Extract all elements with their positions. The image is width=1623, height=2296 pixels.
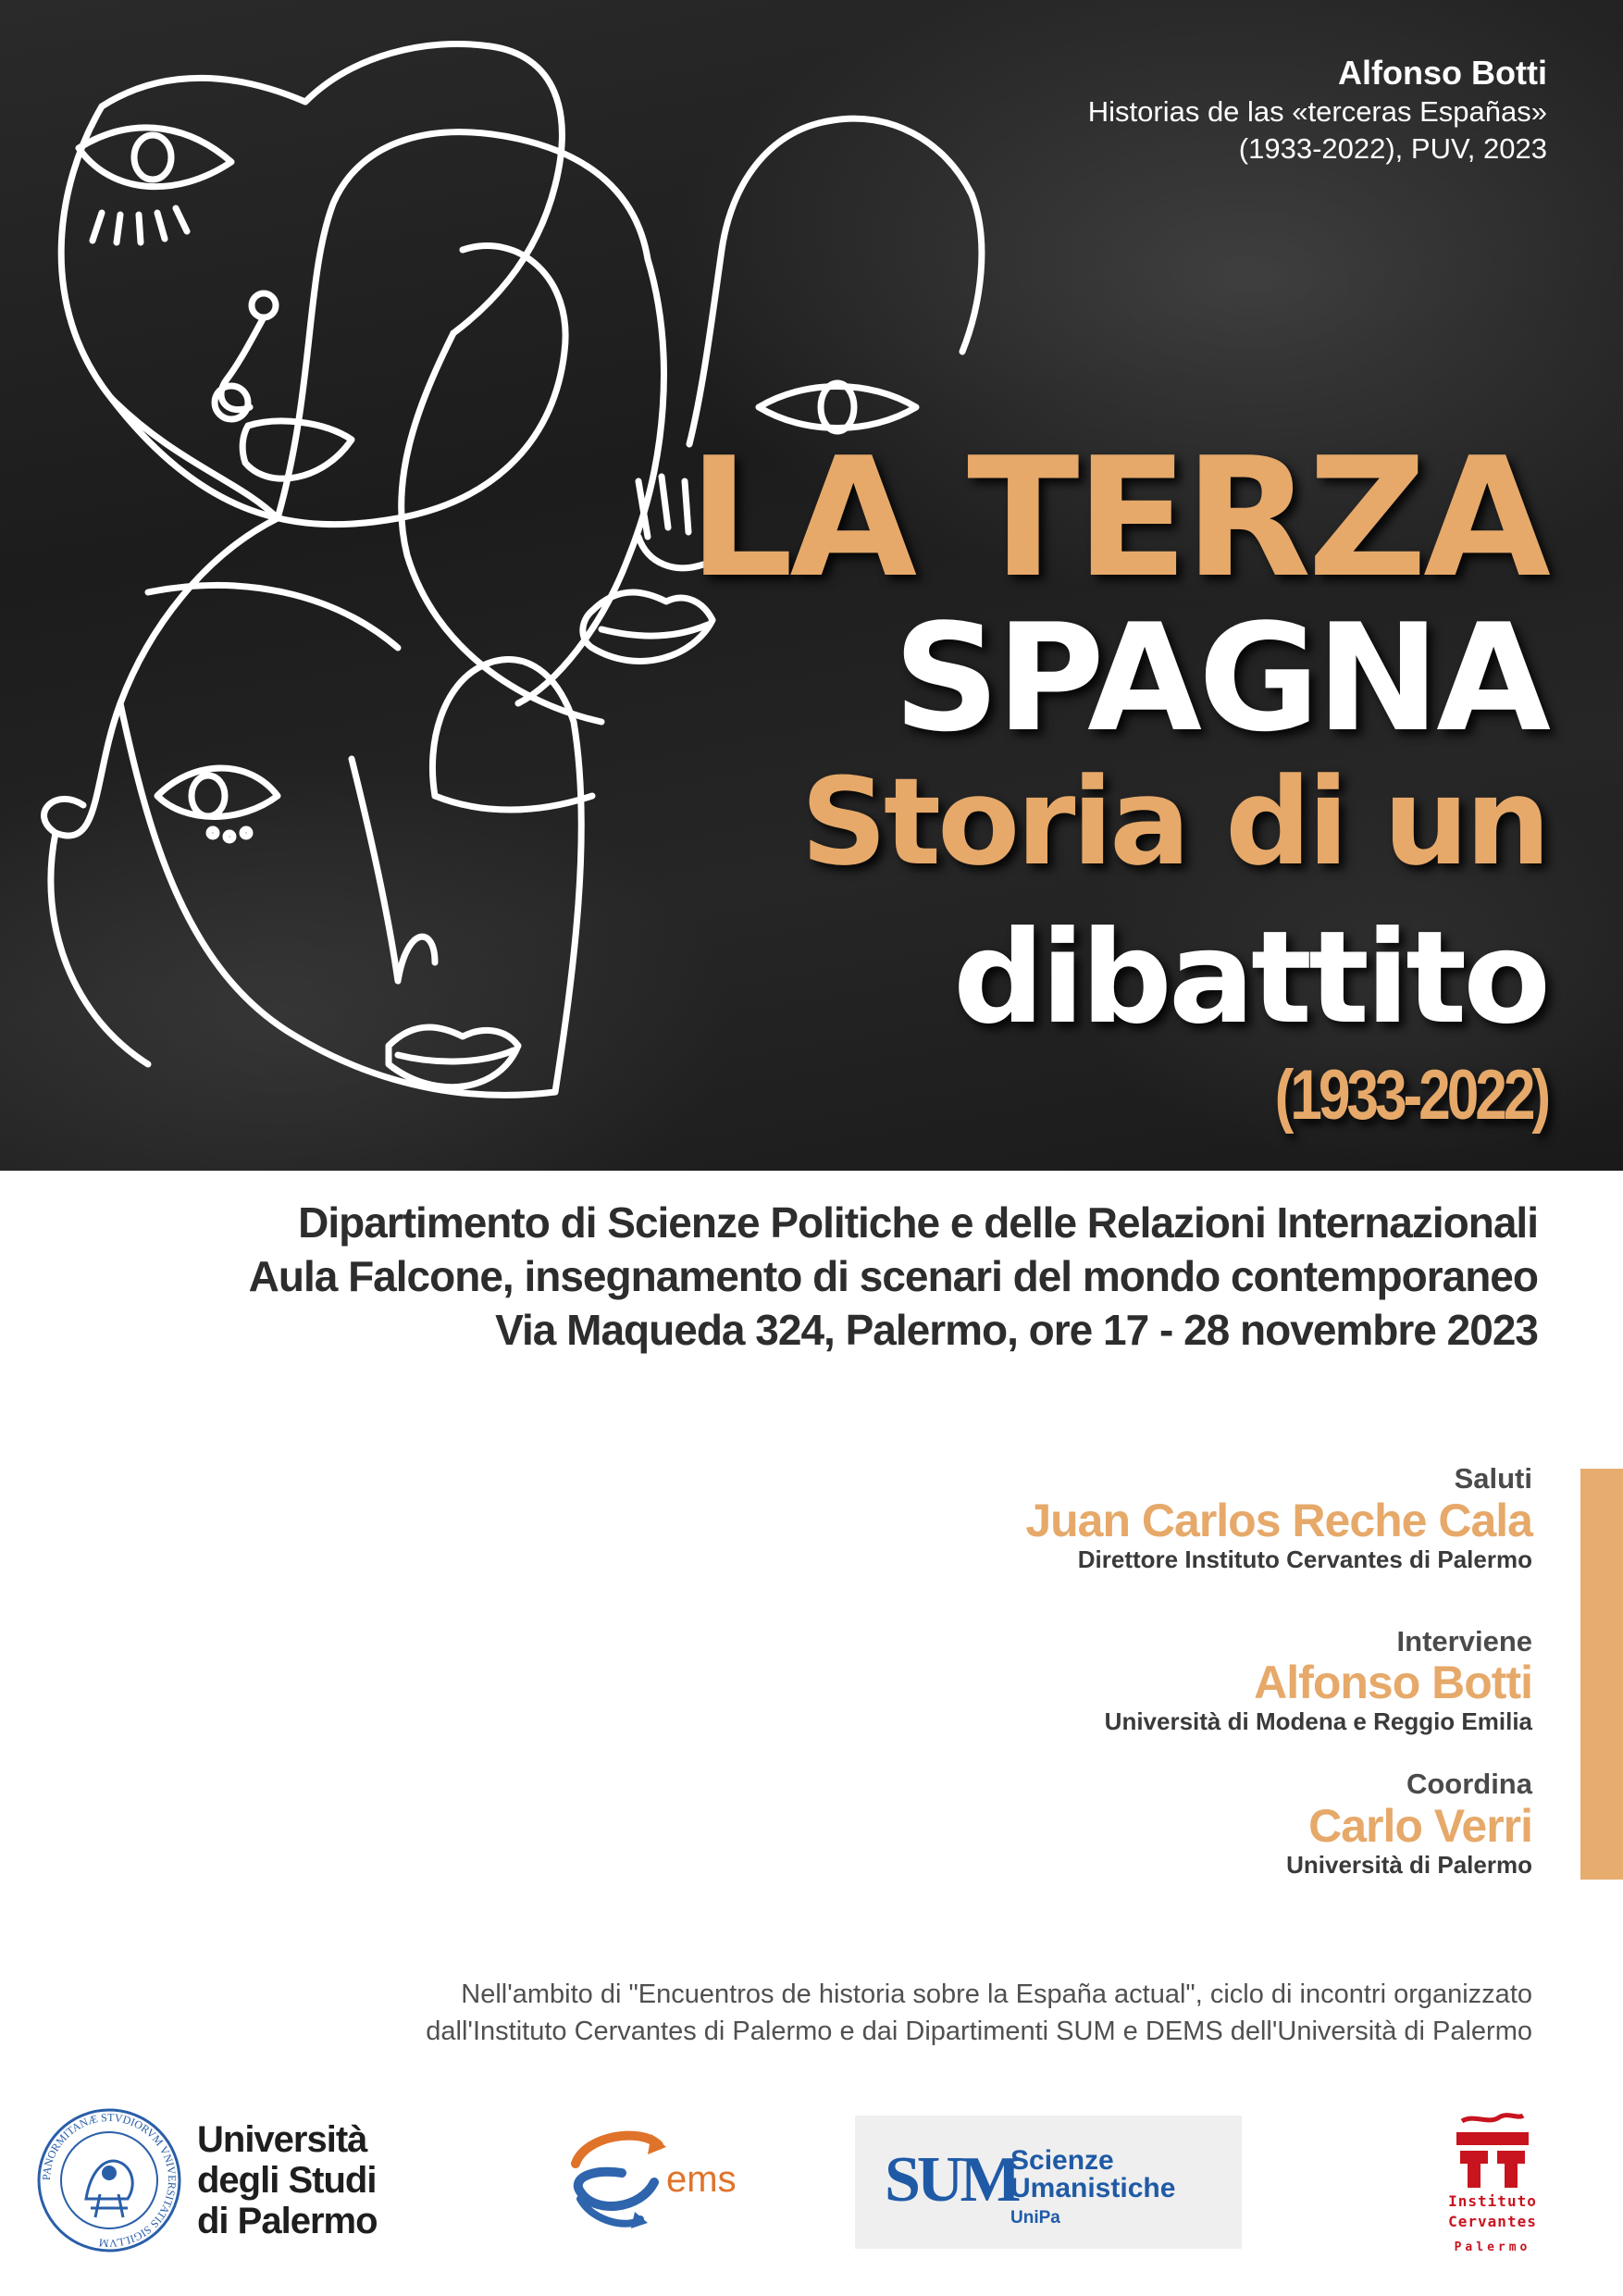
sum-logo-main: SUM [885,2144,1018,2215]
speaker-role-interviene: Interviene [1396,1625,1532,1657]
speaker-role-saluti: Saluti [1454,1462,1532,1495]
event-title-years: (1933-2022) [1274,1056,1547,1135]
book-author: Alfonso Botti [1338,54,1547,92]
venue-room: Aula Falcone, insegnamento di scenari del mondo contemporaneo [248,1252,1538,1300]
unipa-line3: di Palermo [197,2201,378,2241]
series-context-line2: dall'Instituto Cervantes di Palermo e dai Dipartimenti SUM e DEMS dell'Università di Palermo [426,2017,1532,2046]
event-title-line4: dibattito [952,903,1547,1052]
sum-logo [855,2116,1242,2249]
unipa-seal-text: PANORMITANÆ STVDIORVM VNIVERSITATIS SIGILLVM [39,2110,180,2251]
cervantes-mark-icon [1451,2112,1534,2191]
event-title-line2: SPAGNA [893,591,1547,764]
speaker-name-botti: Alfonso Botti [1254,1657,1532,1708]
unipa-line1: Università [197,2119,367,2160]
dems-text: ems [666,2159,737,2200]
cervantes-logo [1436,2112,1549,2258]
book-title-line1: Historias de las «terceras Españas» [1087,95,1547,128]
venue-address-date: Via Maqueda 324, Palermo, ore 17 - 28 novembre 2023 [495,1306,1538,1354]
unipa-seal-icon [35,2106,183,2254]
sum-logo-sub3: UniPa [1010,2208,1060,2228]
series-context [426,1976,1532,2050]
speaker-affiliation-verri: Università di Palermo [1286,1851,1532,1879]
sponsor-logos [0,2073,1623,2296]
speaker-name-reche-cala: Juan Carlos Reche Cala [1025,1495,1532,1546]
unipa-line2: degli Studi [197,2160,377,2201]
cervantes-line3: Palermo [1454,2240,1531,2254]
unipa-wordmark [197,2119,378,2241]
accent-bar [1580,1469,1623,1880]
book-title-line2: (1933-2022), PUV, 2023 [1238,132,1547,165]
speaker-role-coordina: Coordina [1406,1768,1532,1800]
event-title-line3: Storia di un [800,751,1547,892]
speaker-affiliation-botti: Università di Modena e Reggio Emilia [1104,1707,1532,1735]
event-title-line1: LA TERZA [688,422,1547,614]
speaker-affiliation-reche-cala: Direttore Instituto Cervantes di Palermo [1077,1545,1532,1573]
series-context-line1: Nell'ambito di "Encuentros de historia sobre la España actual", ciclo di incontri organizzato [461,1980,1532,2009]
speaker-name-verri: Carlo Verri [1308,1800,1532,1852]
sum-logo-sub1: Scienze [1010,2145,1114,2176]
venue-info [249,1196,1538,1357]
cervantes-line2: Cervantes [1448,2213,1537,2230]
venue-department: Dipartimento di Scienze Politiche e delle Relazioni Internazionali [298,1198,1538,1247]
sum-logo-sub2: Umanistiche [1010,2173,1176,2203]
dems-logo-icon [566,2127,742,2238]
cervantes-line1: Instituto [1448,2192,1537,2210]
